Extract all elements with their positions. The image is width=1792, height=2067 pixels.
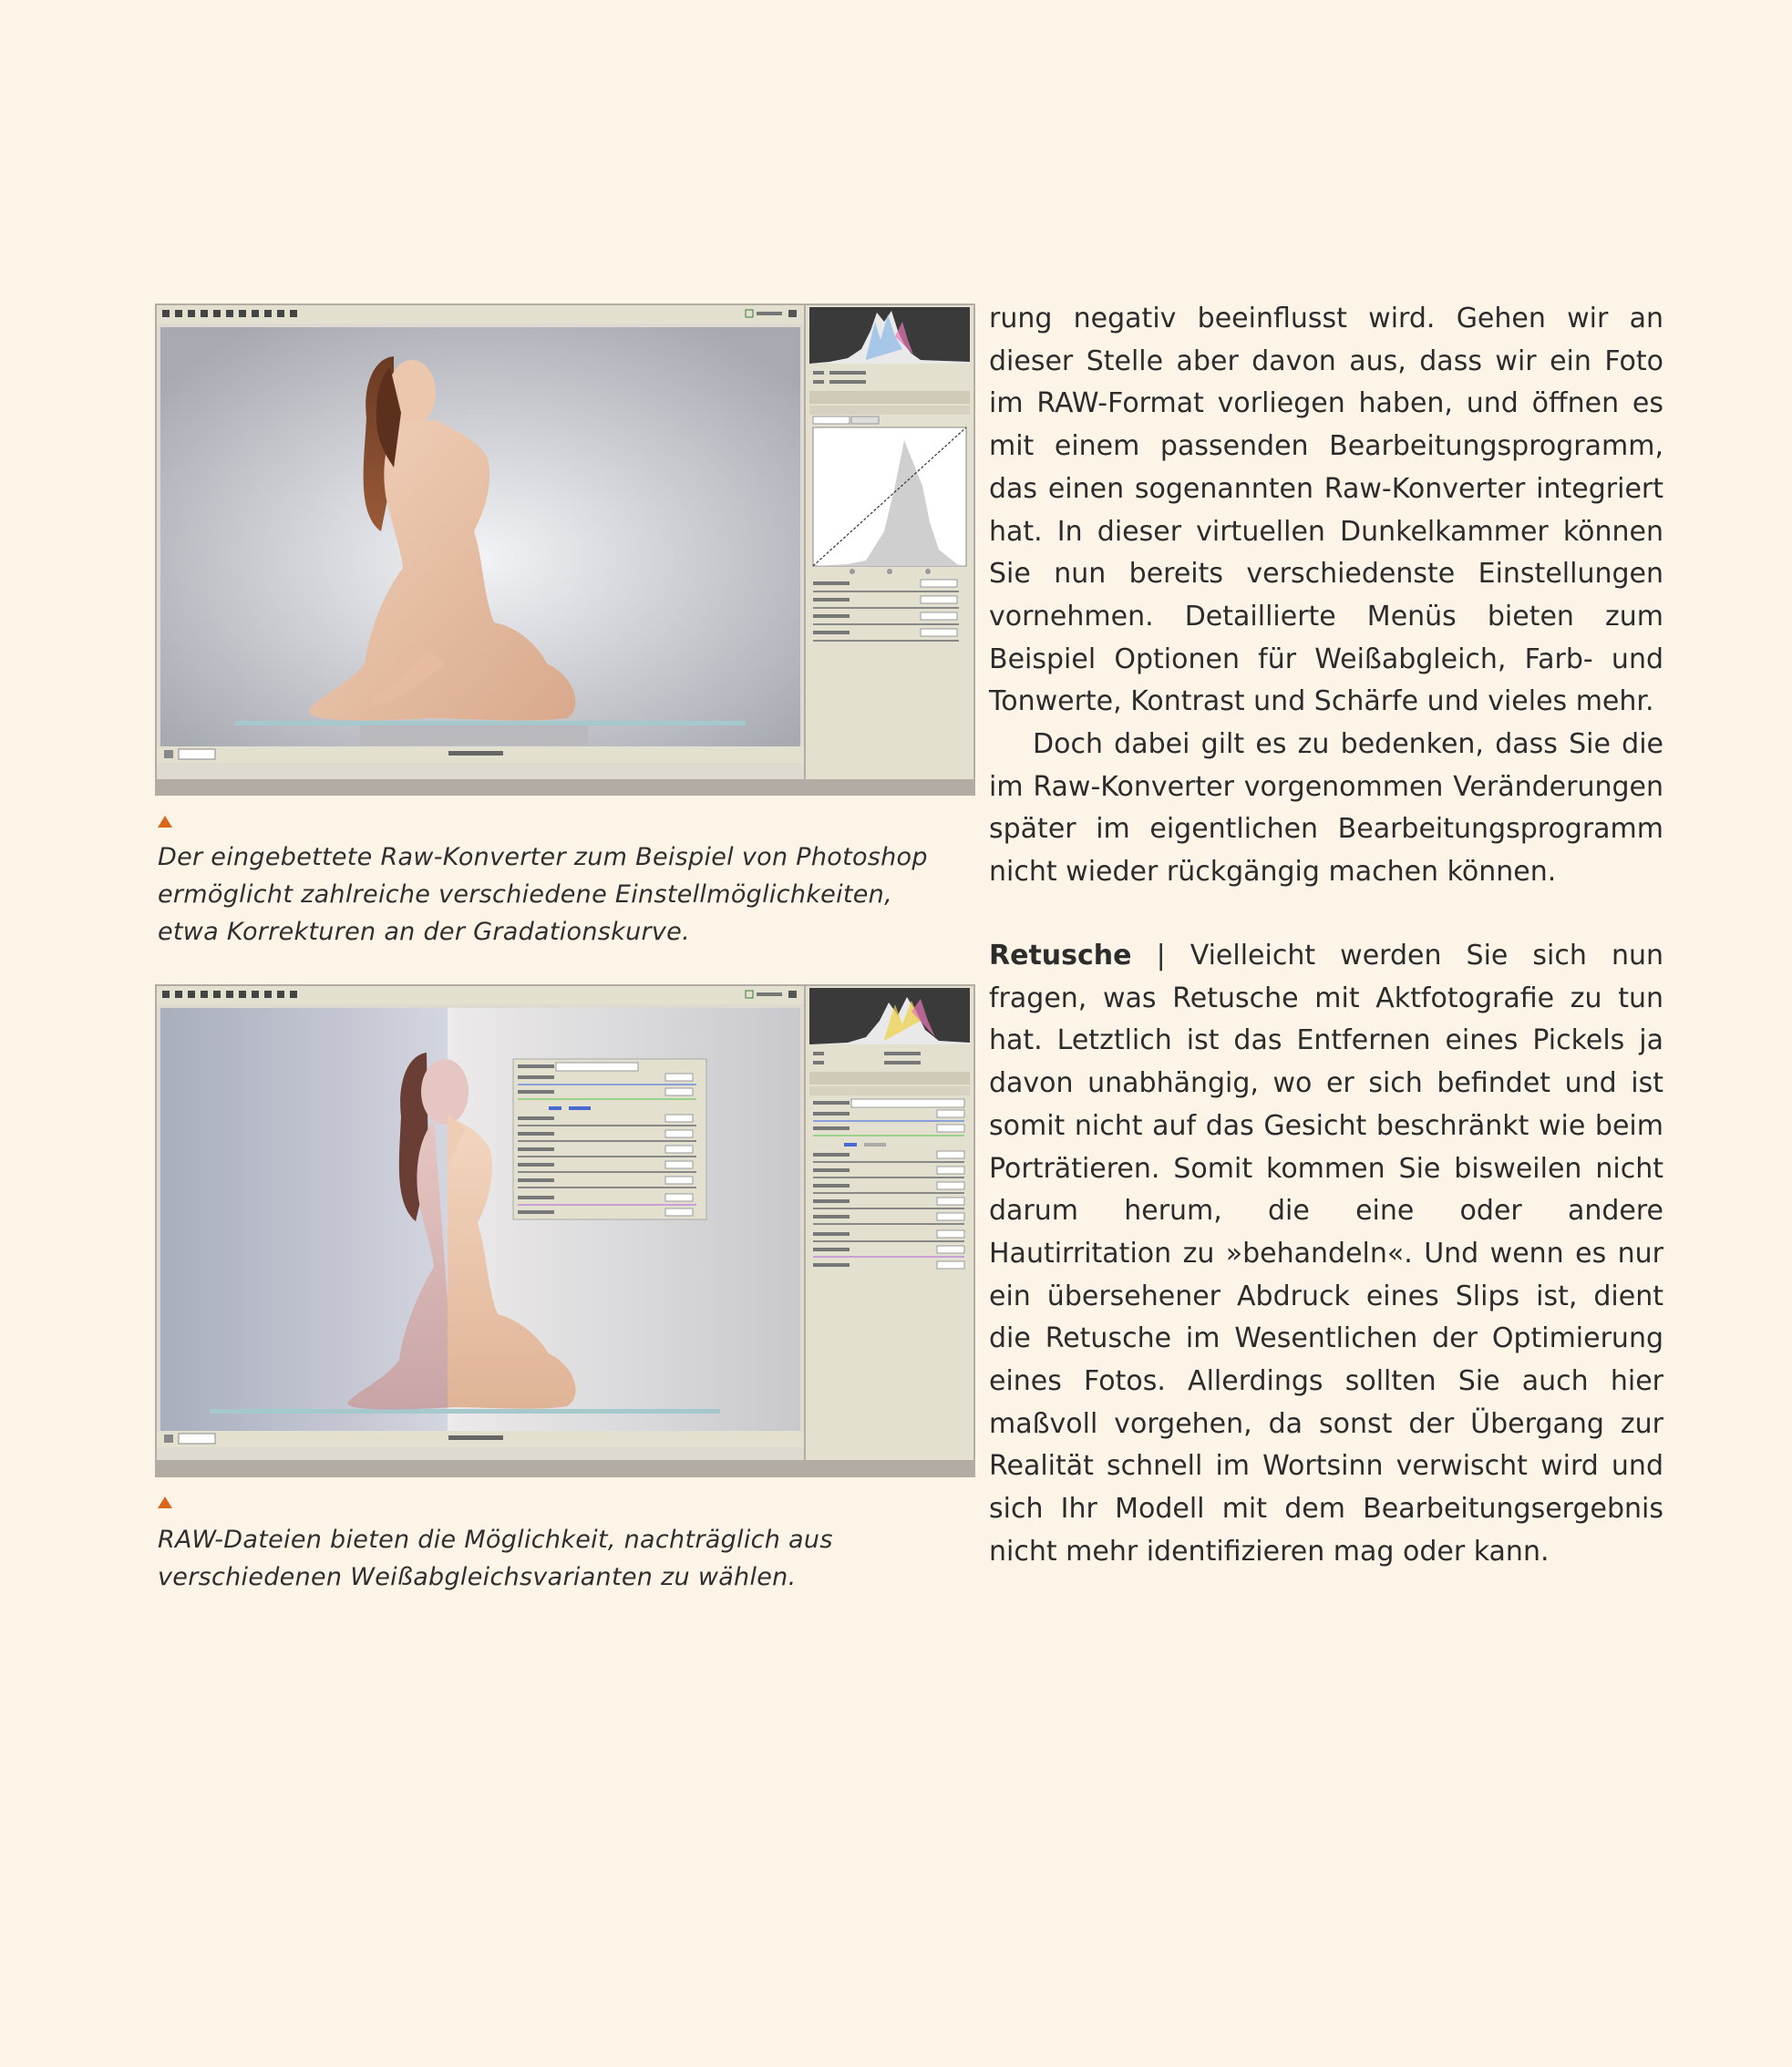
panel-tab-strip[interactable] xyxy=(809,1072,970,1085)
zoom-tool-icon[interactable] xyxy=(162,310,170,317)
article-paragraph: Doch dabei gilt es zu bedenken, dass Sie die im Raw-Konverter vorgenommen Veränderungen später im eigentlichen Bearbeitungsprogramm nicht wieder rückgängig machen können. xyxy=(989,728,1663,889)
section-heading: Retusche xyxy=(989,940,1132,972)
retouch-tool-icon[interactable] xyxy=(239,310,246,317)
crop-tool-icon[interactable] xyxy=(213,991,221,998)
crop-tool-icon[interactable] xyxy=(213,310,221,317)
hand-tool-icon[interactable] xyxy=(175,310,182,317)
zoom-tool-icon[interactable] xyxy=(162,991,170,998)
redeye-tool-icon[interactable] xyxy=(252,310,259,317)
white-balance-tool-icon[interactable] xyxy=(188,991,195,998)
rotate-right-icon[interactable] xyxy=(290,991,297,998)
preview-label xyxy=(757,312,782,315)
rotate-left-icon[interactable] xyxy=(277,991,284,998)
color-sampler-icon[interactable] xyxy=(201,991,208,998)
figure-caption: Der eingebettete Raw-Konverter zum Beispiel von Photoshop ermöglicht zahlreiche verschiedene Einstellmöglichkeiten, etwa Korrekturen an der Gradationskurve. xyxy=(158,843,928,946)
section-separator: | xyxy=(1156,940,1166,972)
white-balance-tool-icon[interactable] xyxy=(188,310,195,317)
preview-label xyxy=(757,992,782,996)
section-paragraph xyxy=(989,935,1663,1574)
redeye-tool-icon[interactable] xyxy=(252,991,259,998)
zoom-select[interactable] xyxy=(179,749,215,759)
caption-marker-icon xyxy=(158,1496,172,1508)
section-text: Vielleicht werden Sie sich nun fragen, was Retusche mit Aktfotografie zu tun hat. Letztlich ist das Entfernen eines Pickels ja davon unabhängig, wo er sich befindet und ist somit nicht auf das Gesicht beschränkt wie beim Porträtieren. Somit kommen Sie bisweilen nicht darum herum, die eine oder andere Hautirritation zu »behandeln«. Und wenn es nur ein übersehener Abdruck eines Slips ist, dient die Retusche im Wesentlichen der Optimierung eines Fotos. Allerdings sollten Sie auch hier maßvoll vorgehen, da sonst der Übergang zur Realität schnell im Wortsinn verwischt wird und sich Ihr Modell mit dem Bearbeitungsergebnis nicht mehr identifizieren mag oder kann. xyxy=(989,940,1663,1568)
fullscreen-icon[interactable] xyxy=(788,310,797,317)
glass-shelf xyxy=(210,1409,720,1414)
panel-heading xyxy=(809,406,970,415)
article-paragraph: rung negativ beeinflusst wird. Gehen wir an dieser Stelle aber davon aus, dass wir ein Foto im RAW-Format vorliegen haben, und öffnen es mit einem passenden Bearbeitungsprogramm, das einen sogenannten Raw-Konverter integriert hat. In dieser virtuellen Dunkelkammer können Sie nun bereits verschiedenste Einstellungen vornehmen. Detaillierte Menüs bieten zum Beispiel Optionen für Weißabgleich, Farb- und Tonwerte, Kontrast und Schärfe und vieles mehr. xyxy=(989,303,1663,718)
panel-heading xyxy=(809,1086,970,1095)
article-text-top xyxy=(989,298,1663,894)
filename-label xyxy=(448,1435,503,1440)
figure-raw-converter-curves xyxy=(155,303,975,796)
panel-tab-strip[interactable] xyxy=(809,391,970,404)
curve-tab-parametric[interactable] xyxy=(813,416,850,424)
curve-tab-point[interactable] xyxy=(851,416,879,424)
preferences-icon[interactable] xyxy=(264,310,272,317)
retouch-tool-icon[interactable] xyxy=(239,991,246,998)
rotate-left-icon[interactable] xyxy=(277,310,284,317)
straighten-tool-icon[interactable] xyxy=(226,310,233,317)
straighten-tool-icon[interactable] xyxy=(226,991,233,998)
glass-shelf xyxy=(235,721,746,725)
screenshot-white-balance-comparison xyxy=(155,984,975,1477)
screenshot-raw-converter-curves xyxy=(155,303,975,796)
fullscreen-icon[interactable] xyxy=(788,991,797,998)
zoom-select[interactable] xyxy=(179,1434,215,1444)
article-section-retusche xyxy=(989,935,1663,1574)
filename-label xyxy=(448,751,503,756)
figure-caption: RAW-Dateien bieten die Möglichkeit, nachträglich aus verschiedenen Weißabgleichsvarianten zu wählen. xyxy=(158,1526,833,1591)
caption-marker-icon xyxy=(158,816,172,828)
color-sampler-icon[interactable] xyxy=(201,310,208,317)
preferences-icon[interactable] xyxy=(264,991,272,998)
hand-tool-icon[interactable] xyxy=(175,991,182,998)
rotate-right-icon[interactable] xyxy=(290,310,297,317)
figure-white-balance-comparison xyxy=(155,984,975,1477)
